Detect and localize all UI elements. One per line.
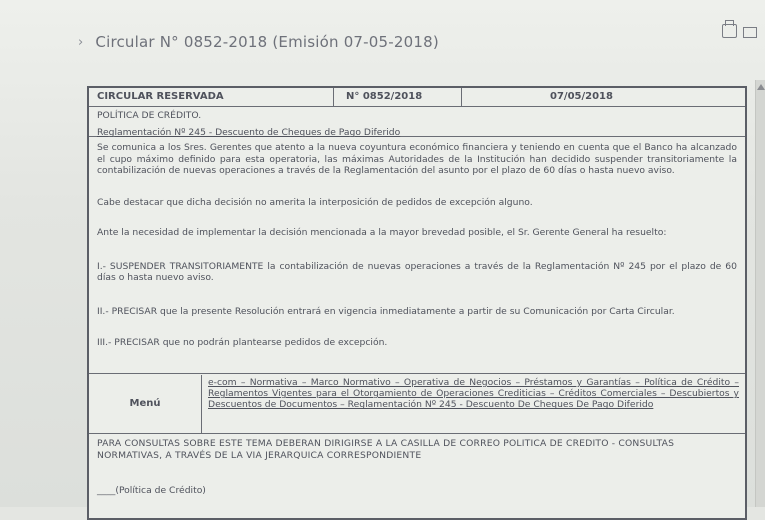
chevron-right-icon[interactable]: ›	[78, 34, 84, 50]
body-paragraph-2: Cabe destacar que dicha decisión no amerita la interposición de pedidos de excepción alguno.	[97, 196, 533, 208]
policy-section	[89, 107, 745, 137]
document-body	[89, 138, 745, 374]
regulation-title: Reglamentación Nº 245 - Descuento de Cheques de Pago Diferido	[97, 126, 401, 138]
scrollbar[interactable]	[755, 80, 765, 507]
policy-title: POLÍTICA DE CRÉDITO.	[97, 110, 202, 121]
circular-document	[87, 86, 747, 520]
menu-path-link[interactable]: e-com – Normativa – Marco Normativo – Operativa de Negocios – Préstamos y Garantías – Política de Crédito – Reglamentos Vigentes para el Otorgamiento de Operaciones Crediticias – Créditos Comerciales – Descubiertos y Descuentos de Documentos – Reglamentación Nº 245 - Descuento De Cheques De Pago Diferido	[208, 377, 739, 411]
header-actions	[722, 24, 757, 38]
circular-number: N° 0852/2018	[334, 88, 462, 106]
resolution-item-2: II.- PRECISAR que la presente Resolución entrará en vigencia inmediatamente a partir de su Comunicación por Carta Circular.	[97, 305, 675, 317]
menu-label: Menú	[89, 375, 202, 433]
circular-date: 07/05/2018	[550, 90, 613, 102]
mail-icon[interactable]	[743, 27, 757, 38]
body-paragraph-3: Ante la necesidad de implementar la decisión mencionada a la mayor brevedad posible, el Sr. Gerente General ha resuelto:	[97, 227, 667, 238]
resolution-item-3: III.- PRECISAR que no podrán plantearse pedidos de excepción.	[97, 337, 388, 348]
page-title: Circular N° 0852-2018 (Emisión 07-05-2018)	[95, 33, 439, 51]
consult-text: PARA CONSULTAS SOBRE ESTE TEMA DEBERAN DIRIGIRSE A LA CASILLA DE CORREO POLITICA DE CREDITO - CONSULTAS NORMATIVAS, A TRAVÉS DE LA VIA JERARQUICA CORRESPONDIENTE	[97, 438, 675, 461]
resolution-item-1: I.- SUSPENDER TRANSITORIAMENTE la contabilización de nuevas operaciones a través de la Reglamentación Nº 245 por el plazo de 60 días o hasta nuevo aviso.	[97, 260, 737, 283]
body-paragraph-1: Se comunica a los Sres. Gerentes que atento a la nueva coyuntura económico financiera y teniendo en cuenta que el Banco ha alcanzado el cupo máximo definido para esta operatoria, las máximas Autoridades de la Institución han decidido suspender transitoriamente la contabilización de nuevas operaciones a través de la Reglamentación del asunto por el plazo de 60 días o hasta nuevo aviso.	[97, 142, 737, 176]
scroll-up-icon[interactable]	[757, 84, 765, 90]
consult-section	[89, 434, 745, 518]
menu-row	[89, 375, 745, 434]
document-header-row	[89, 88, 745, 107]
signature: ____(Política de Crédito)	[97, 485, 206, 496]
circular-type: CIRCULAR RESERVADA	[89, 88, 334, 106]
print-icon[interactable]	[722, 24, 737, 38]
page-title-bar	[78, 28, 439, 56]
